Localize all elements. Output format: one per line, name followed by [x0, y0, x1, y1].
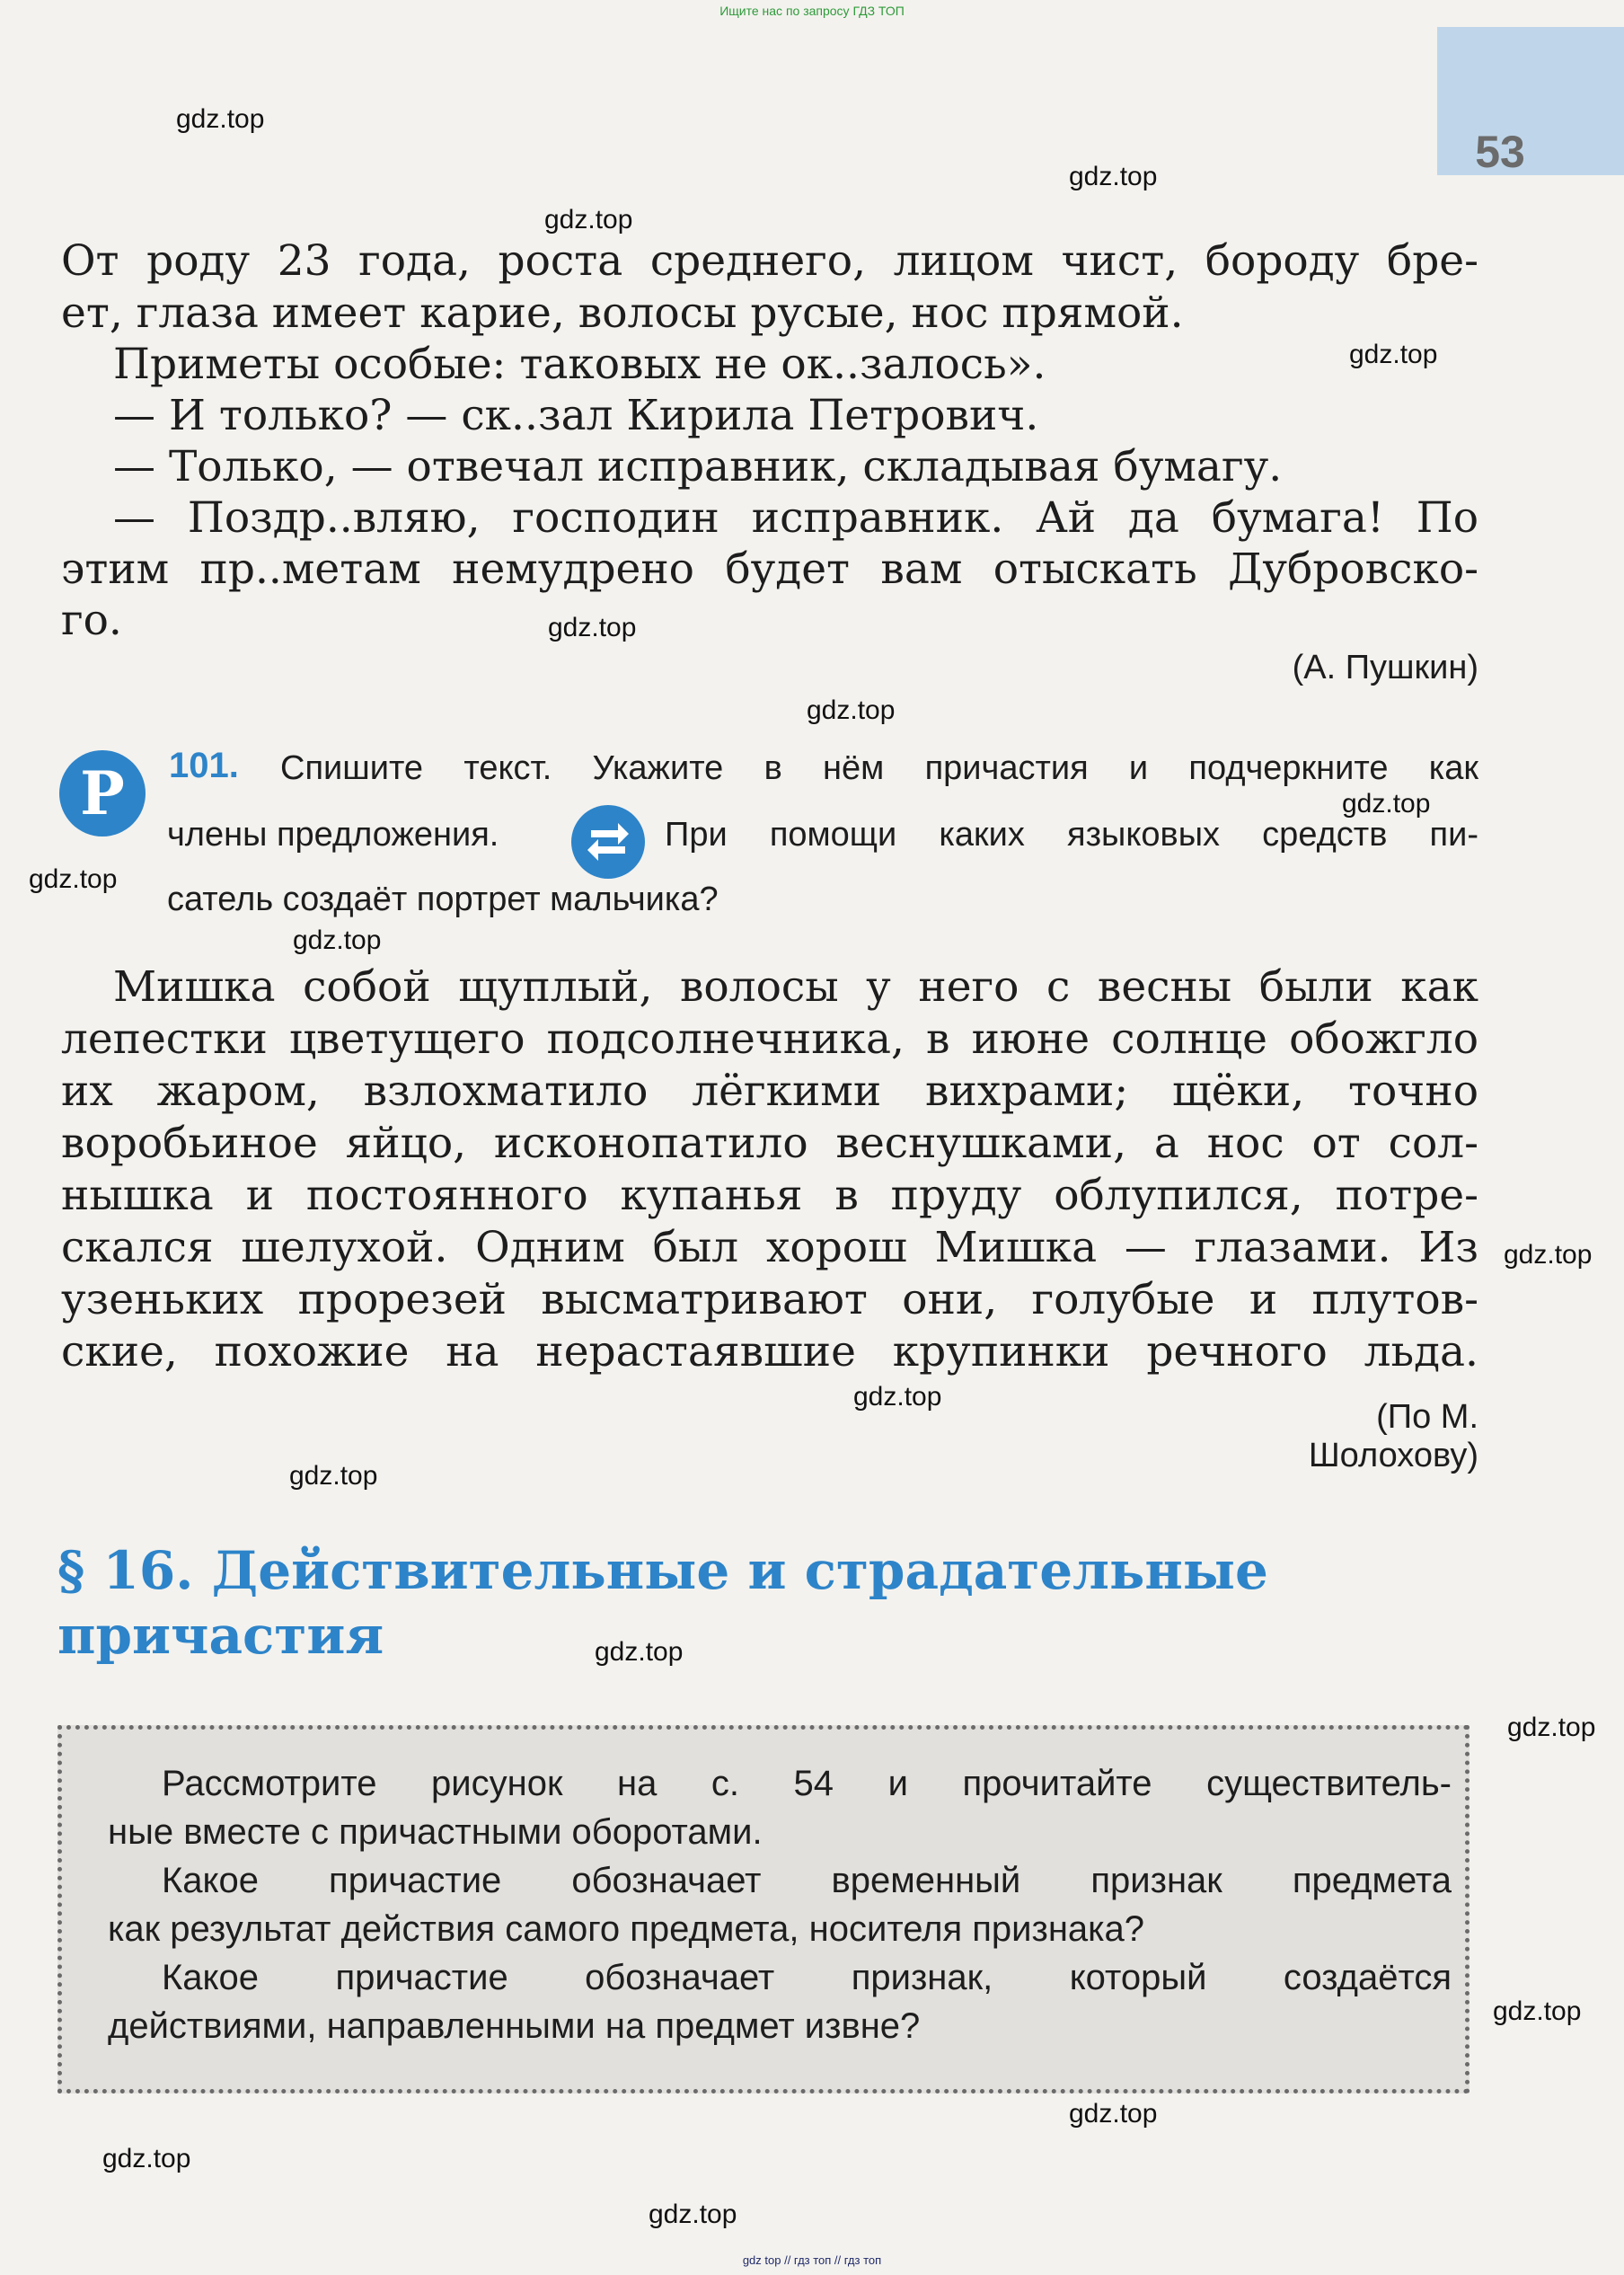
watermark: gdz.top — [548, 613, 637, 642]
watermark: gdz.top — [595, 1637, 684, 1667]
watermark: gdz.top — [102, 2144, 191, 2173]
pushkin-line: Приметы особые: таковых не ок..залось». — [113, 340, 1046, 389]
watermark: gdz.top — [1493, 1996, 1582, 2026]
watermark: gdz.top — [544, 205, 633, 235]
exercise-task-line: сатель создаёт портрет мальчика? — [167, 881, 719, 918]
pushkin-line: От роду 23 года, роста среднего, лицом чист, бороду бре- — [61, 236, 1478, 286]
sholokhov-line: ские, похожие на нерастаявшие крупинки речного льда. — [61, 1327, 1478, 1377]
sholokhov-line: узеньких прорезей высматривают они, голубые и плутов- — [61, 1275, 1478, 1324]
sholokhov-line: их жаром, взлохматило лёгкими вихрами; щёки, точно — [61, 1067, 1478, 1116]
bottom-note: gdz top // гдз топ // гдз топ — [742, 2253, 882, 2267]
exercise-task-line: Спишите текст. Укажите в нём причастия и подчеркните как — [280, 749, 1478, 787]
question-line: действиями, направленными на предмет извне? — [108, 2006, 921, 2046]
watermark: gdz.top — [29, 864, 118, 894]
watermark: gdz.top — [853, 1382, 942, 1412]
watermark: gdz.top — [1342, 789, 1431, 819]
watermark: gdz.top — [293, 925, 382, 955]
pushkin-line: — И только? — ск..зал Кирила Петрович. — [113, 391, 1039, 440]
section-title-line2: причастия — [57, 1605, 384, 1666]
question-line: Какое причастие обозначает временный признак предмета — [162, 1861, 1452, 1900]
question-line: Рассмотрите рисунок на с. 54 и прочитайте существитель- — [162, 1764, 1452, 1803]
sholokhov-line: нышка и постоянного купанья в пруду облупился, потре- — [61, 1171, 1478, 1220]
exercise-task-line: При помощи каких языковых средств пи- — [665, 816, 1478, 854]
page-number: 53 — [1475, 127, 1525, 177]
question-line: как результат действия самого предмета, носителя признака? — [108, 1909, 1145, 1949]
question-line: ные вместе с причастными оборотами. — [108, 1812, 763, 1852]
pushkin-line: го. — [61, 596, 122, 645]
sholokhov-line: скался шелухой. Одним был хорош Мишка — глазами. Из — [61, 1223, 1478, 1272]
sholokhov-line: воробьиное яйцо, исконопатило веснушками, а нос от сол- — [61, 1119, 1478, 1168]
question-line: Какое причастие обозначает признак, который создаётся — [162, 1958, 1452, 1997]
sholokhov-line: лепестки цветущего подсолнечника, в июне солнце обожгло — [61, 1014, 1478, 1064]
section-title: § 16. Действительные и страдательные — [57, 1540, 1268, 1601]
watermark: gdz.top — [289, 1461, 378, 1491]
sholokhov-line: Мишка собой щуплый, волосы у него с весны были как — [113, 962, 1478, 1012]
transform-icon — [571, 805, 645, 879]
sholokhov-author: (По М. Шолохову) — [1308, 1398, 1478, 1474]
top-note: Ищите нас по запросу ГДЗ ТОП — [719, 4, 905, 18]
exercise-number: 101. — [169, 746, 239, 785]
watermark: gdz.top — [807, 695, 896, 725]
watermark: gdz.top — [1349, 340, 1438, 369]
pushkin-line: — Только, — отвечал исправник, складывая бумагу. — [113, 442, 1283, 491]
exercise-task-line: члены предложения. — [167, 816, 499, 854]
watermark: gdz.top — [1504, 1240, 1593, 1270]
exercise-badge: Р — [59, 750, 146, 837]
watermark: gdz.top — [1069, 2099, 1158, 2129]
pushkin-author: (А. Пушкин) — [1292, 649, 1478, 686]
pushkin-line: — Поздр..вляю, господин исправник. Ай да бумага! По — [113, 493, 1478, 543]
pushkin-line: ет, глаза имеет карие, волосы русые, нос прямой. — [61, 288, 1184, 338]
watermark: gdz.top — [1069, 162, 1158, 191]
watermark: gdz.top — [649, 2200, 737, 2229]
pushkin-line: этим пр..метам немудрено будет вам отыскать Дубровско- — [61, 544, 1478, 594]
watermark: gdz.top — [176, 104, 265, 134]
watermark: gdz.top — [1507, 1713, 1596, 1742]
